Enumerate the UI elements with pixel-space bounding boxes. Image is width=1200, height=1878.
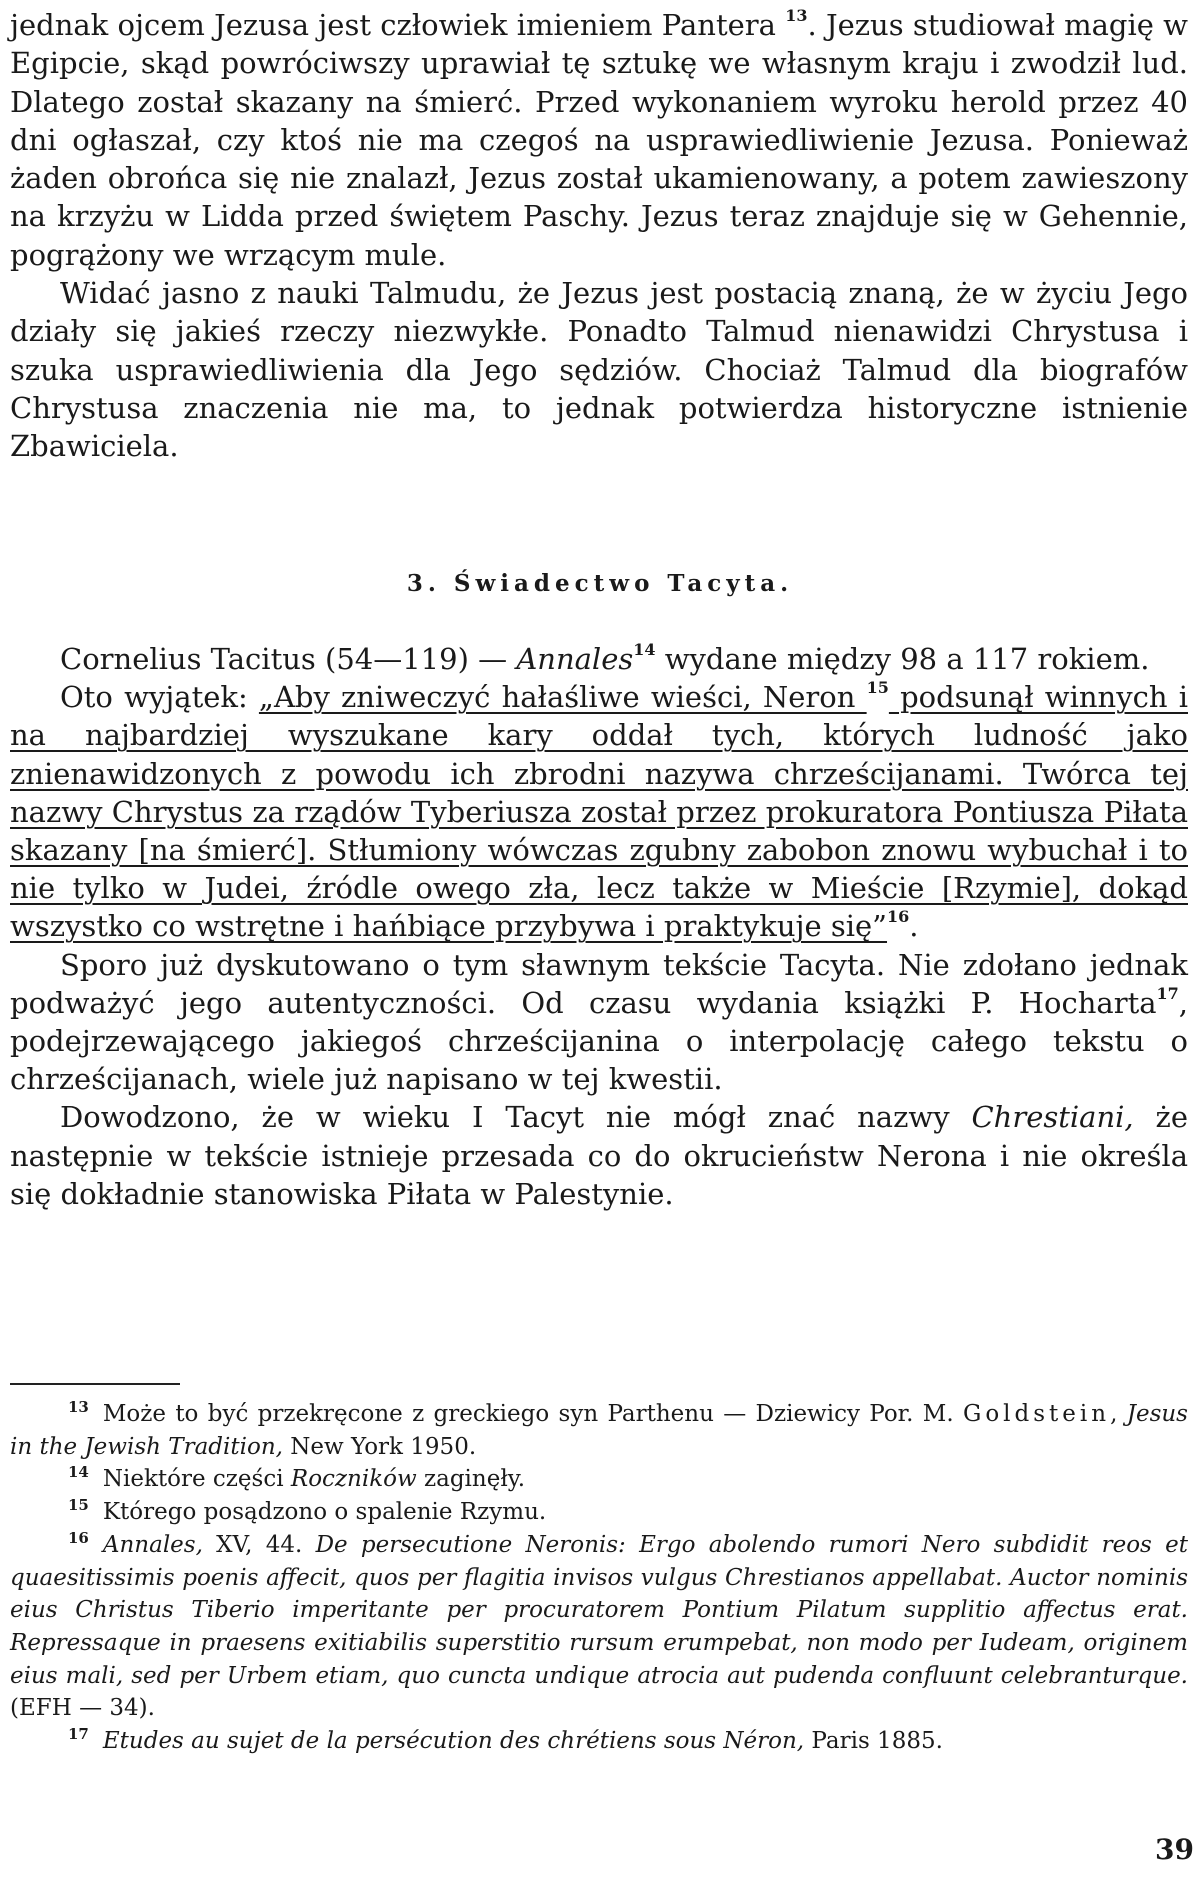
paragraph-quotation: Oto wyjątek: „Aby zniweczyć hałaśliwe wieści, Neron $^{15}$ podsunął winnych i na najbardziej wyszukane kary oddał tych, których ludność jako znienawidzonych z powodu ich zbrodni nazywa chrześcijanami. Twórca tej nazwy Chrystus za rządów Tyberiusza został przez prokuratora Pontiusza Piłata skazany [na śmierć]. Stłumiony wówczas zgubny zabobon znowu wybuchał i to nie tylko w Judei, źródle owego zła, lecz także w Mieście [Rzymie], dokąd wszystko co wstrętne i hańbiące przybywa i praktykuje się”$^{16}$. (10, 678, 1188, 944)
section-heading: 3. Świadectwo Tacyta. (406, 570, 794, 597)
footnote-ref-14[interactable]: 14 (633, 640, 656, 659)
footnote-16: $^{16}$ Annales, XV, 44. De persecutione Neronis: Ergo abolendo rumori Nero subdidit reos et quaesitissimis poenis affecit, quos per flagitia invisos vulgus Chrestianos appellabat. Auctor nominis eius Christus Tiberio imperitante per procuratorem Pontium Pilatum supplitio affectus erat. Repressaque in praesens exitiabilis superstitio rursum erumpebat, non modo per Iudeam, originem eius mali, sed per Urbem etiam, quo cuncta undique atrocia aut pudenda confluunt celebranturque. (EFH — 34). (10, 1528, 1188, 1722)
quoted-passage-cont: podsunął winnych i na najbardziej wyszukane kary oddał tych, których ludność jako znienawidzonych z powodu ich zbrodni nazywa chrześcijanami. Twórca tej nazwy Chrystus za rządów Tyberiusza został przez prokuratora Pontiusza Piłata skazany [na śmierć]. Stłumiony wówczas zgubny zabobon znowu wybuchał i to nie tylko w Judei, źródle owego zła, lecz także w Mieście [Rzymie], dokąd wszystko co wstrętne i hańbiące przybywa i praktykuje się” (10, 680, 1188, 944)
footnote-ref-17[interactable]: 17 (1156, 983, 1179, 1003)
footnote-17: $^{17}$ Etudes au sujet de la persécution des chrétiens sous Néron, Paris 1885. (68, 1725, 943, 1755)
tacitus-section (10, 640, 1188, 1213)
footnotes (10, 1398, 1188, 1758)
page-number: 39 (1155, 1833, 1194, 1866)
paragraph-authenticity: Sporo już dyskutowano o tym sławnym tekście Tacyta. Nie zdołano jednak podważyć jego autentyczności. Od czasu wydania książki P. Hocharta$^{17}$, podejrzewającego jakiegoś chrześcijanina o interpolację całego tekstu o chrześcijanach, wiele już napisano w tej kwestii. (10, 947, 1188, 1097)
footnote-ref-16[interactable]: 16 (887, 907, 910, 927)
footnote-14: $^{14}$ Niektóre części Roczników zaginęły. (68, 1463, 526, 1493)
paragraph-talmud-conclusion: Widać jasno z nauki Talmudu, że Jezus jest postacią znaną, że w życiu Jego działy się jakieś rzeczy niezwykłe. Ponadto Talmud nienawidzi Chrystusa i szuka usprawiedliwienia dla Jego sędziów. Chociaż Talmud dla biografów Chrystusa znaczenia nie ma, to jednak potwierdza historyczne istnienie Zbawiciela. (10, 276, 1188, 464)
footnote-ref-15[interactable]: 15 (866, 678, 889, 698)
footnote-13: $^{13}$ Może to być przekręcone z greckiego syn Parthenu — Dziewicy Por. M. Goldstein, Jesus in the Jewish Tradition, New York 1950. (10, 1398, 1188, 1460)
quoted-passage: „Aby zniweczyć hałaśliwe wieści, Neron (258, 680, 867, 715)
footnote-divider (10, 1383, 180, 1385)
footnote-15: $^{15}$ Którego posądzono o spalenie Rzymu. (68, 1496, 547, 1526)
paragraph-annales: Cornelius Tacitus (54—119) — Annales$^{14}$ wydane między 98 a 117 rokiem. (60, 640, 1150, 676)
paragraph-objections: Dowodzono, że w wieku I Tacyt nie mógł znać nazwy Chrestiani, że następnie w tekście istnieje przesada co do okrucieństw Nerona i nie określa się dokładnie stanowiska Piłata w Palestynie. (10, 1100, 1188, 1211)
continued-section (10, 6, 1188, 466)
paragraph-talmud-account: jednak ojcem Jezusa jest człowiek imieniem Pantera $^{13}$. Jezus studiował magię w Egipcie, skąd powróciwszy uprawiał tę sztukę we własnym kraju i zwodził lud. Dlatego został skazany na śmierć. Przed wykonaniem wyroku herold przez 40 dni ogłaszał, czy ktoś nie ma czegoś na usprawiedliwienie Jezusa. Ponieważ żaden obrońca się nie znalazł, Jezus został ukamienowany, a potem zawieszony na krzyżu w Lidda przed świętem Paschy. Jezus teraz znajduje się w Gehennie, pogrążony we wrzącym mule. (10, 6, 1188, 272)
footnote-ref-13[interactable]: 13 (785, 6, 808, 25)
